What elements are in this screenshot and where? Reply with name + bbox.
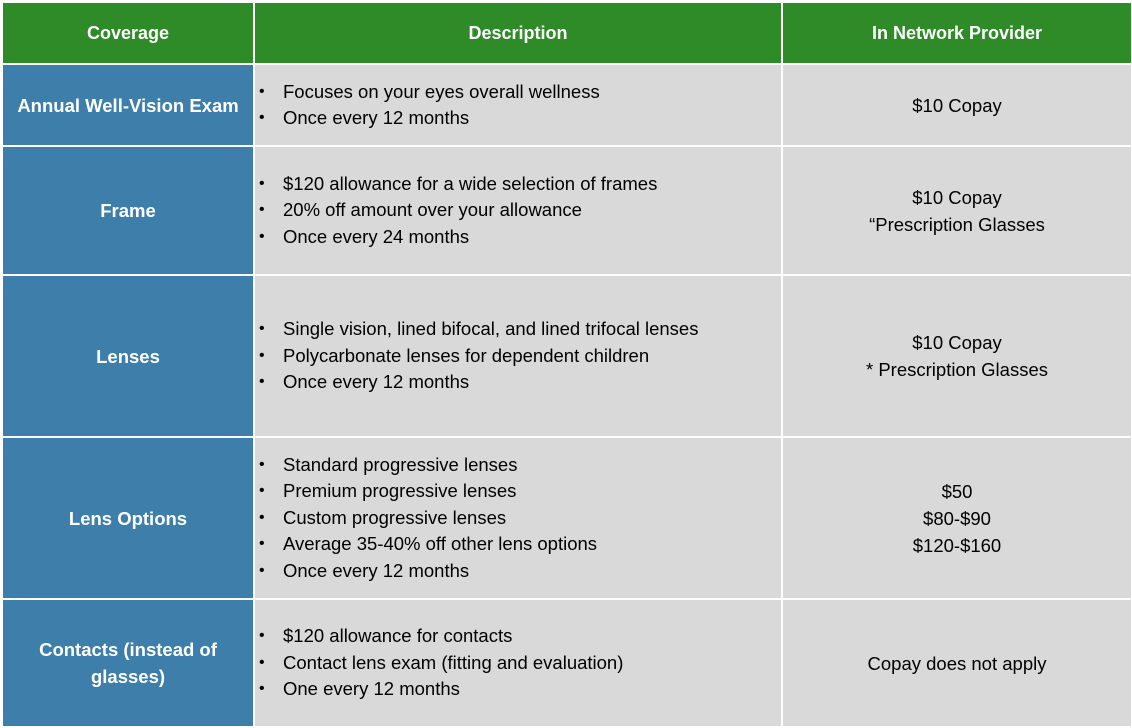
coverage-cell: [2, 437, 254, 599]
coverage-label: Annual Well-Vision Exam: [17, 94, 239, 116]
provider-value: $120-$160: [912, 534, 1002, 556]
description-cell: [254, 64, 782, 146]
description-item: • Once every 12 months: [259, 558, 777, 585]
description-item: • $120 allowance for a wide selection of frames: [259, 171, 777, 198]
table-row: [2, 437, 1132, 599]
header-row: [2, 2, 1132, 64]
provider-cell: [782, 64, 1132, 146]
header-coverage: Coverage: [2, 2, 254, 64]
provider-value: $10 Copay: [912, 94, 1002, 116]
description-item: • Once every 24 months: [259, 224, 777, 251]
description-item: • Focuses on your eyes overall wellness: [259, 79, 777, 106]
provider-cell: [782, 275, 1132, 437]
provider-cell: [782, 146, 1132, 275]
description-item: • Single vision, lined bifocal, and lined trifocal lenses: [259, 316, 777, 343]
description-cell: [254, 146, 782, 275]
provider-value: $80-$90: [923, 507, 991, 529]
description-item: • $120 allowance for contacts: [259, 623, 777, 650]
provider-note: “Prescription Glasses: [869, 213, 1045, 235]
header-description: Description: [254, 2, 782, 64]
provider-note: * Prescription Glasses: [866, 359, 1048, 380]
table-row: [2, 146, 1132, 275]
description-list: [259, 79, 777, 132]
provider-value: Copay does not apply: [867, 652, 1047, 674]
description-cell: [254, 437, 782, 599]
header-in-network-provider: In Network Provider: [782, 2, 1132, 64]
description-item: • 20% off amount over your allowance: [259, 197, 777, 224]
description-item: • Standard progressive lenses: [259, 452, 777, 479]
coverage-label: Contacts (instead of: [39, 639, 217, 660]
coverage-cell: [2, 599, 254, 727]
description-item: • Premium progressive lenses: [259, 478, 777, 505]
coverage-label: glasses): [90, 666, 166, 687]
description-item: • Average 35-40% off other lens options: [259, 531, 777, 558]
description-list: [259, 171, 777, 251]
description-item: • Once every 12 months: [259, 369, 777, 396]
description-list: [259, 623, 777, 703]
coverage-label: Frame: [100, 200, 156, 221]
description-item: • Polycarbonate lenses for dependent children: [259, 343, 777, 370]
provider-cell: [782, 437, 1132, 599]
coverage-cell: [2, 275, 254, 437]
table-row: [2, 599, 1132, 727]
description-list: [259, 452, 777, 585]
table-row: [2, 275, 1132, 437]
description-item: • Once every 12 months: [259, 105, 777, 132]
description-list: [259, 316, 777, 396]
provider-value: $10 Copay: [912, 186, 1002, 208]
vision-coverage-table: [1, 1, 1132, 728]
description-cell: [254, 599, 782, 727]
coverage-cell: [2, 64, 254, 146]
coverage-cell: [2, 146, 254, 275]
description-item: • One every 12 months: [259, 676, 777, 703]
coverage-label: Lenses: [96, 345, 160, 367]
provider-cell: [782, 599, 1132, 727]
provider-value: $10 Copay: [912, 332, 1002, 353]
provider-value: $50: [941, 480, 973, 502]
table-row: [2, 64, 1132, 146]
description-item: • Contact lens exam (fitting and evaluation): [259, 650, 777, 677]
description-cell: [254, 275, 782, 437]
coverage-label: Lens Options: [68, 507, 188, 529]
description-item: • Custom progressive lenses: [259, 505, 777, 532]
